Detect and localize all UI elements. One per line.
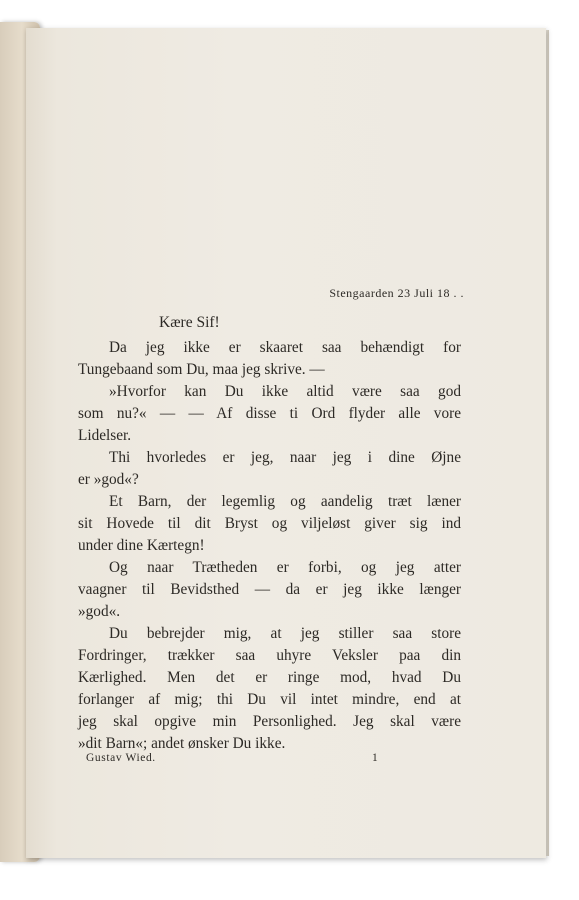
text-line: »god«. [78, 603, 121, 620]
text-line: Fordringer, trækker saa uhyre Veksler paa din [78, 647, 461, 664]
book-page [26, 28, 546, 858]
text-line: under dine Kærtegn! [78, 537, 205, 554]
text-line: sit Hovede til dit Bryst og viljeløst giver sig ind [78, 515, 461, 532]
text-line: Tungebaand som Du, maa jeg skrive. — [78, 361, 325, 378]
text-line: Et Barn, der legemlig og aandelig træt læner [109, 493, 461, 510]
dateline: Stengaarden 23 Juli 18 . . [329, 286, 464, 300]
text-line: som nu?« — — Af disse ti Ord flyder alle vore [78, 405, 461, 422]
greeting: Kære Sif! [159, 314, 220, 331]
footer-signature: Gustav Wied. [86, 752, 156, 764]
text-line: »dit Barn«; andet ønsker Du ikke. [78, 735, 286, 752]
text-line: Og naar Trætheden er forbi, og jeg atter [109, 559, 461, 576]
text-line: jeg skal opgive min Personlighed. Jeg skal være [78, 713, 461, 730]
sheet-number: 1 [372, 752, 378, 764]
text-line: Lidelser. [78, 427, 132, 444]
text-line: Thi hvorledes er jeg, naar jeg i dine Øjne [109, 449, 461, 466]
text-line: Du bebrejder mig, at jeg stiller saa store [109, 625, 461, 642]
text-line: Da jeg ikke er skaaret saa behændigt for [109, 339, 461, 356]
text-line: vaagner til Bevidsthed — da er jeg ikke længer [78, 581, 461, 598]
text-line: Kærlighed. Men det er ringe mod, hvad Du [78, 669, 461, 686]
text-line: »Hvorfor kan Du ikke altid være saa god [109, 383, 461, 400]
text-line: forlanger af mig; thi Du vil intet mindre, end at [78, 691, 461, 708]
text-line: er »god«? [78, 471, 139, 488]
